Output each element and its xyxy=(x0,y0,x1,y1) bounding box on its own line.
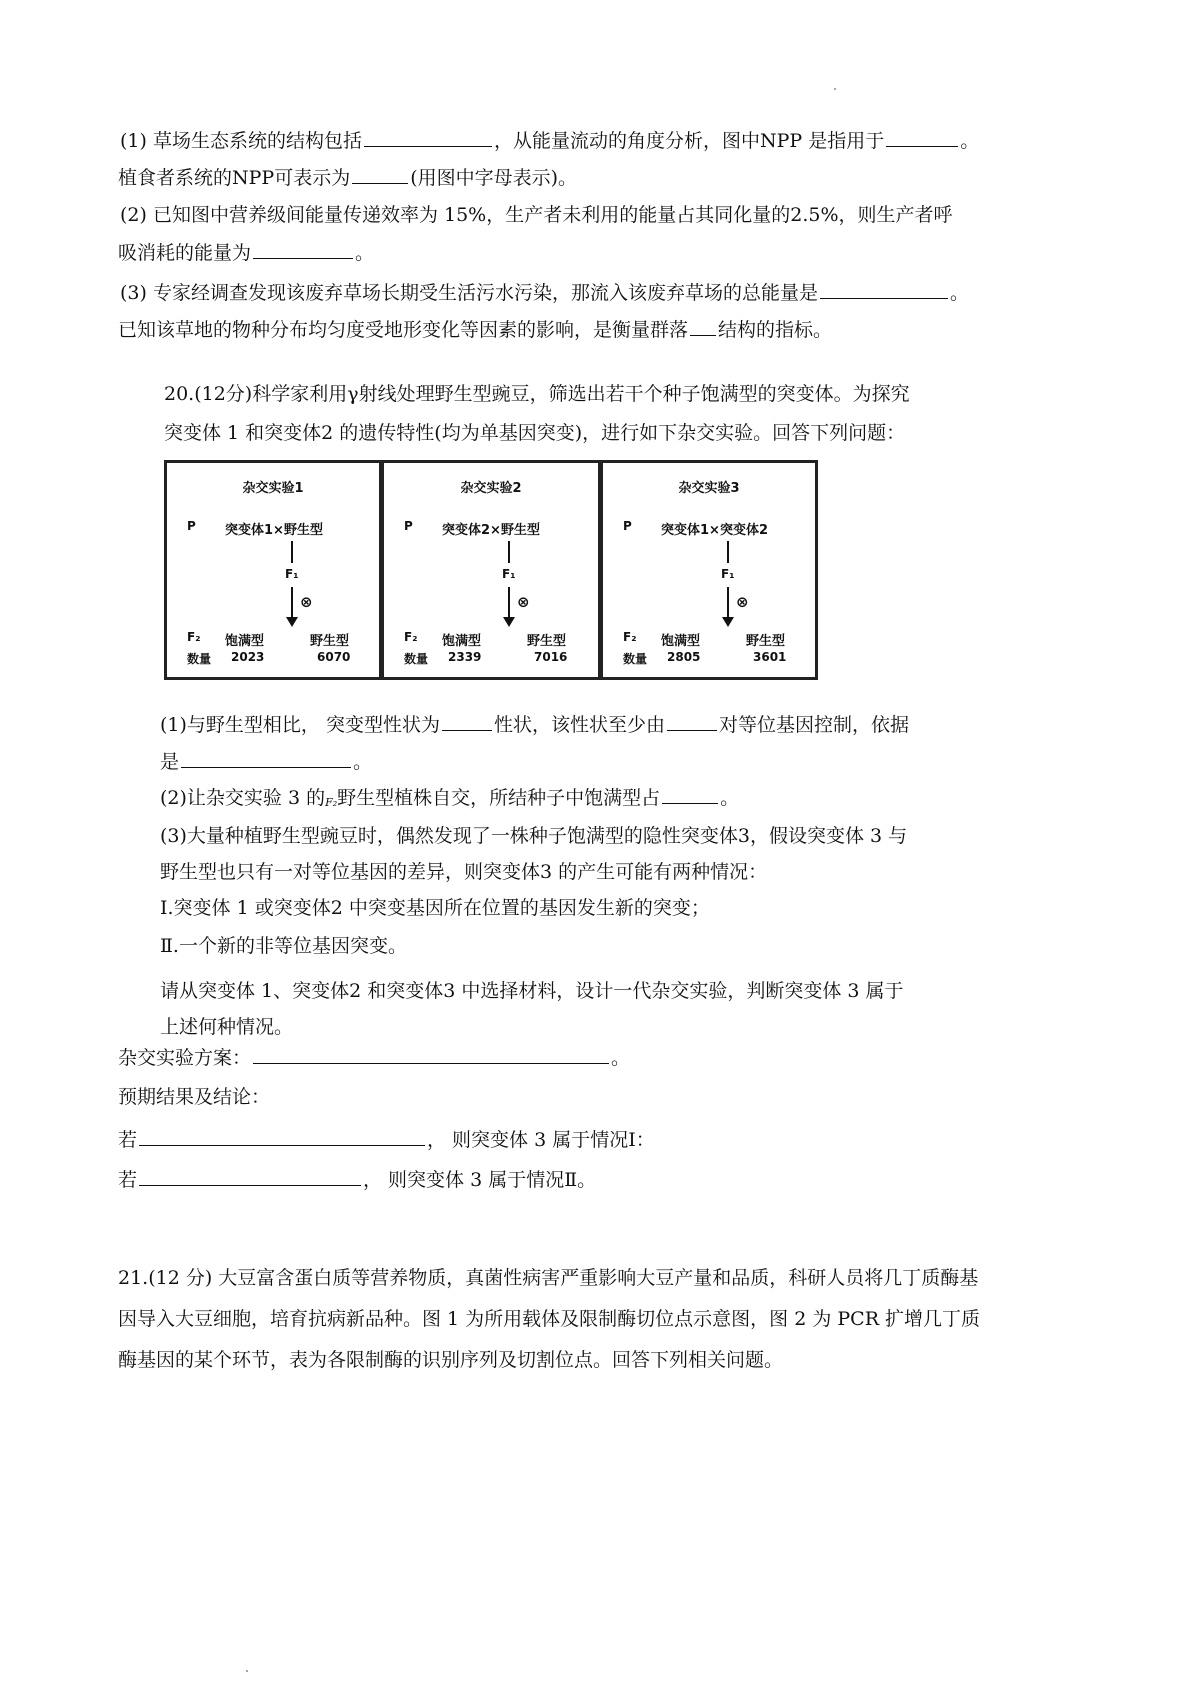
q19-part3-line1: (3) 专家经调查发现该废弃草场长期受生活污水污染，那流入该废弃草场的总能量是 。 xyxy=(120,278,969,306)
parent-label: P xyxy=(623,519,632,533)
count-label: 数量 xyxy=(623,652,648,666)
phenotype-full: 饱满型 xyxy=(442,634,482,649)
f2-label: F₂ xyxy=(623,630,637,644)
selfing-icon: ⊗ xyxy=(736,593,749,611)
q20-sub2: (2)让杂交实验 3 的F₂野生型植株自交，所结种子中饱满型占 。 xyxy=(160,783,739,816)
q20-expect: 预期结果及结论： xyxy=(118,1086,271,1108)
parent-cross: 突变体2×野生型 xyxy=(442,523,540,538)
count-wild: 6070 xyxy=(317,650,351,664)
count-full: 2805 xyxy=(667,650,701,664)
q21-line3: 酶基因的某个环节，表为各限制酶的识别序列及切割位点。回答下列相关问题。 xyxy=(118,1349,784,1371)
selfing-icon: ⊗ xyxy=(517,593,530,611)
q20-if1: 若 ， 则突变体 3 属于情况Ⅰ： xyxy=(118,1125,655,1153)
q19-part3-line2: 已知该草地的物种分布均匀度受地形变化等因素的影响，是衡量群落 结构的指标。 xyxy=(118,315,832,343)
answer-blank[interactable] xyxy=(820,278,948,299)
count-wild: 7016 xyxy=(534,650,568,664)
arrow-line xyxy=(727,587,729,619)
answer-blank[interactable] xyxy=(442,710,492,731)
answer-blank[interactable] xyxy=(139,1165,361,1186)
answer-blank[interactable] xyxy=(253,1043,609,1064)
q21-line2: 因导入大豆细胞，培育抗病新品种。图 1 为所用载体及限制酶切位点示意图，图 2 为 PCR 扩增几丁质 xyxy=(118,1308,981,1330)
q20-if2: 若 ， 则突变体 3 属于情况Ⅱ。 xyxy=(118,1165,596,1193)
count-full: 2023 xyxy=(231,650,265,664)
answer-blank[interactable] xyxy=(253,238,353,259)
count-full: 2339 xyxy=(448,650,482,664)
q20-sub1-line2: 是 。 xyxy=(160,747,372,775)
experiment-box-3 xyxy=(600,460,818,680)
arrow-line xyxy=(508,587,510,619)
q20-intro-line1: 20.(12分)科学家利用γ射线处理野生型豌豆，筛选出若干个种子饱满型的突变体。为探究 xyxy=(164,383,910,405)
q19-part1-line1: (1) 草场生态系统的结构包括 ，从能量流动的角度分析，图中NPP 是指用于 。 xyxy=(120,126,979,154)
scan-speck xyxy=(834,88,836,90)
parent-label: P xyxy=(187,519,196,533)
arrow-line xyxy=(727,541,729,563)
experiment-title: 杂交实验3 xyxy=(678,481,740,496)
parent-cross: 突变体1×野生型 xyxy=(225,523,323,538)
q20-case2: Ⅱ.一个新的非等位基因突变。 xyxy=(160,935,407,957)
cross-experiment-diagrams xyxy=(164,460,814,680)
count-wild: 3601 xyxy=(753,650,787,664)
experiment-box-2 xyxy=(381,460,601,680)
scan-speck xyxy=(246,1670,248,1672)
experiment-title: 杂交实验2 xyxy=(460,481,522,496)
phenotype-wild: 野生型 xyxy=(746,634,786,649)
arrow-line xyxy=(291,541,293,563)
q19-part2-line2: 吸消耗的能量为 。 xyxy=(118,238,374,266)
q20-sub1-line1: (1)与野生型相比， 突变型性状为 性状，该性状至少由 对等位基因控制，依据 xyxy=(160,710,909,738)
q21-line1: 21.(12 分) 大豆富含蛋白质等营养物质，真菌性病害严重影响大豆产量和品质，科研人员将几丁质酶基 xyxy=(118,1267,979,1289)
selfing-icon: ⊗ xyxy=(300,593,313,611)
phenotype-wild: 野生型 xyxy=(527,634,567,649)
answer-blank[interactable] xyxy=(352,163,408,184)
arrow-line xyxy=(508,541,510,563)
f2-label: F₂ xyxy=(187,630,201,644)
count-label: 数量 xyxy=(187,652,212,666)
q20-case1: Ⅰ.突变体 1 或突变体2 中突变基因所在位置的基因发生新的突变； xyxy=(160,897,710,919)
parent-cross: 突变体1×突变体2 xyxy=(661,523,768,538)
phenotype-full: 饱满型 xyxy=(661,634,701,649)
q20-ask-line2: 上述何种情况。 xyxy=(160,1016,294,1038)
q20-sub3-line2: 野生型也只有一对等位基因的差异，则突变体3 的产生可能有两种情况： xyxy=(160,861,768,883)
answer-blank[interactable] xyxy=(886,126,958,147)
down-arrow-icon xyxy=(722,617,734,627)
answer-blank[interactable] xyxy=(139,1125,425,1146)
answer-blank[interactable] xyxy=(662,783,718,804)
q20-plan: 杂交实验方案： 。 xyxy=(118,1043,630,1071)
answer-blank[interactable] xyxy=(181,747,351,768)
phenotype-wild: 野生型 xyxy=(310,634,350,649)
answer-blank[interactable] xyxy=(364,126,492,147)
down-arrow-icon xyxy=(286,617,298,627)
f1-label: F₁ xyxy=(721,567,735,581)
down-arrow-icon xyxy=(503,617,515,627)
count-label: 数量 xyxy=(404,652,429,666)
f2-label: F₂ xyxy=(404,630,418,644)
q20-ask-line1: 请从突变体 1、突变体2 和突变体3 中选择材料，设计一代杂交实验，判断突变体 3 属于 xyxy=(160,980,904,1002)
experiment-title: 杂交实验1 xyxy=(242,481,304,496)
q19-part1-line2: 植食者系统的NPP可表示为 (用图中字母表示)。 xyxy=(118,163,577,191)
answer-blank[interactable] xyxy=(667,710,717,731)
answer-blank[interactable] xyxy=(690,315,716,336)
arrow-line xyxy=(291,587,293,619)
experiment-box-1 xyxy=(164,460,382,680)
f1-label: F₁ xyxy=(285,567,299,581)
q19-part2-line1: (2) 已知图中营养级间能量传递效率为 15%，生产者未利用的能量占其同化量的2.5%，则生产者呼 xyxy=(120,204,953,226)
phenotype-full: 饱满型 xyxy=(225,634,265,649)
q20-sub3-line1: (3)大量种植野生型豌豆时，偶然发现了一株种子饱满型的隐性突变体3，假设突变体 3 与 xyxy=(160,825,908,847)
q20-intro-line2: 突变体 1 和突变体2 的遗传特性(均为单基因突变)，进行如下杂交实验。回答下列问题： xyxy=(164,422,906,444)
f1-label: F₁ xyxy=(502,567,516,581)
parent-label: P xyxy=(404,519,413,533)
